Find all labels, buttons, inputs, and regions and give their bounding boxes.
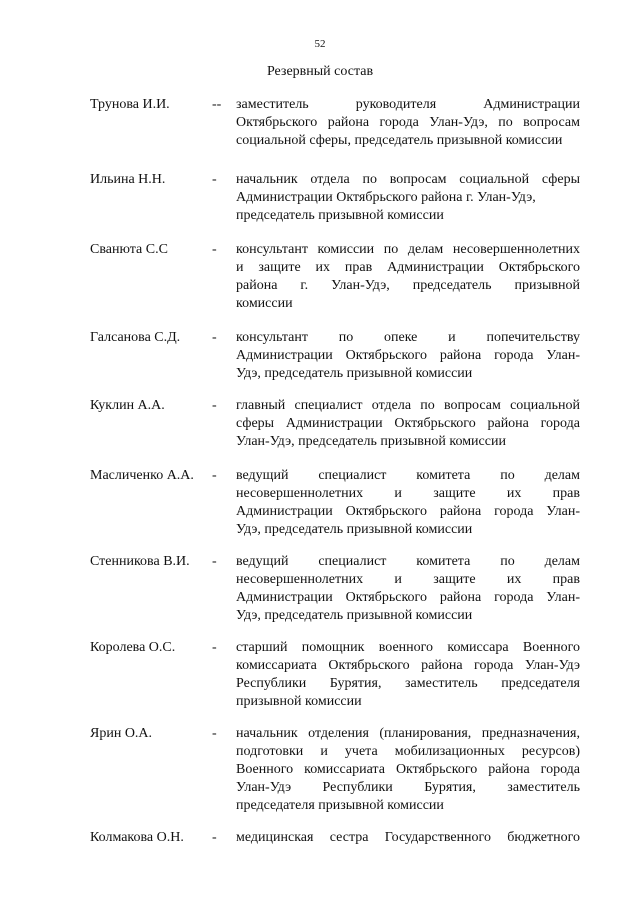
- description-line: председатель призывной комиссии: [236, 208, 444, 223]
- separator-dash: --: [212, 97, 222, 112]
- description-line: Администрации Октябрьского района города Улан-: [236, 590, 580, 605]
- person-name: Колмакова О.Н.: [90, 830, 184, 845]
- description-line: района г. Улан-Удэ, председатель призывной: [236, 278, 580, 293]
- description-line: комиссариата Октябрьского района города Улан-Удэ: [236, 658, 580, 673]
- person-name: Королева О.С.: [90, 640, 176, 655]
- position-description: [236, 171, 580, 225]
- page-heading: Резервный состав: [266, 64, 374, 79]
- description-line: Улан-Удэ Республики Бурятия, заместитель: [236, 780, 580, 795]
- description-line: начальник отдела по вопросам социальной сферы: [236, 172, 580, 187]
- description-line: Республики Бурятия, заместитель председателя: [236, 676, 580, 691]
- list-item: [0, 241, 640, 329]
- separator-dash: -: [212, 330, 217, 345]
- person-name: Ильина Н.Н.: [90, 172, 166, 187]
- position-description: [236, 241, 580, 313]
- description-line: призывной комиссии: [236, 694, 362, 709]
- description-line: главный специалист отдела по вопросам социальной: [236, 398, 580, 413]
- separator-dash: -: [212, 640, 217, 655]
- list-item: [0, 171, 640, 241]
- description-line: несовершеннолетних и защите их прав: [236, 486, 580, 501]
- separator-dash: -: [212, 554, 217, 569]
- description-line: заместитель руководителя Администрации: [236, 97, 580, 112]
- description-line: Удэ, председатель призывной комиссии: [236, 608, 473, 623]
- separator-dash: -: [212, 172, 217, 187]
- description-line: Удэ, председатель призывной комиссии: [236, 366, 473, 381]
- description-line: Военного комиссариата Октябрьского района города: [236, 762, 580, 777]
- position-description: [236, 397, 580, 451]
- description-line: Улан-Удэ, председатель призывной комиссии: [236, 434, 506, 449]
- description-line: председателя призывной комиссии: [236, 798, 444, 813]
- separator-dash: -: [212, 468, 217, 483]
- description-line: и защите их прав Администрации Октябрьского: [236, 260, 580, 275]
- position-description: [236, 725, 580, 815]
- position-description: [236, 829, 580, 847]
- description-line: ведущий специалист комитета по делам: [236, 554, 580, 569]
- list-item: [0, 329, 640, 397]
- description-line: ведущий специалист комитета по делам: [236, 468, 580, 483]
- reserve-list: [0, 96, 640, 859]
- description-line: Удэ, председатель призывной комиссии: [236, 522, 473, 537]
- person-name: Масличенко А.А.: [90, 468, 194, 483]
- position-description: [236, 639, 580, 711]
- list-item: [0, 829, 640, 859]
- person-name: Стенникова В.И.: [90, 554, 190, 569]
- list-item: [0, 96, 640, 171]
- list-item: [0, 725, 640, 829]
- list-item: [0, 553, 640, 639]
- description-line: консультант по опеке и попечительству: [236, 330, 580, 345]
- description-line: консультант комиссии по делам несовершеннолетних: [236, 242, 580, 257]
- person-name: Куклин А.А.: [90, 398, 165, 413]
- list-item: [0, 397, 640, 467]
- person-name: Ярин О.А.: [90, 726, 153, 741]
- separator-dash: -: [212, 830, 217, 845]
- description-line: Администрации Октябрьского района города Улан-: [236, 348, 580, 363]
- description-line: комиссии: [236, 296, 293, 311]
- list-item: [0, 467, 640, 553]
- description-line: сферы Администрации Октябрьского района города: [236, 416, 580, 431]
- description-line: начальник отделения (планирования, предназначения,: [236, 726, 580, 741]
- description-line: несовершеннолетних и защите их прав: [236, 572, 580, 587]
- description-line: Октябрьского района города Улан-Удэ, по вопросам: [236, 115, 580, 130]
- person-name: Сванюта С.С: [90, 242, 168, 257]
- separator-dash: -: [212, 398, 217, 413]
- description-line: медицинская сестра Государственного бюджетного: [236, 830, 580, 845]
- description-line: социальной сферы, председатель призывной комиссии: [236, 133, 563, 148]
- page-number: 52: [314, 38, 326, 50]
- position-description: [236, 467, 580, 539]
- person-name: Трунова И.И.: [90, 97, 170, 112]
- separator-dash: -: [212, 726, 217, 741]
- position-description: [236, 329, 580, 383]
- description-line: старший помощник военного комиссара Военного: [236, 640, 580, 655]
- separator-dash: -: [212, 242, 217, 257]
- position-description: [236, 96, 580, 150]
- description-line: подготовки и учета мобилизационных ресурсов): [236, 744, 580, 759]
- list-item: [0, 639, 640, 725]
- description-line: Администрации Октябрьского района города Улан-: [236, 504, 580, 519]
- position-description: [236, 553, 580, 625]
- person-name: Галсанова С.Д.: [90, 330, 181, 345]
- description-line: Администрации Октябрьского района г. Улан-Удэ,: [236, 190, 536, 205]
